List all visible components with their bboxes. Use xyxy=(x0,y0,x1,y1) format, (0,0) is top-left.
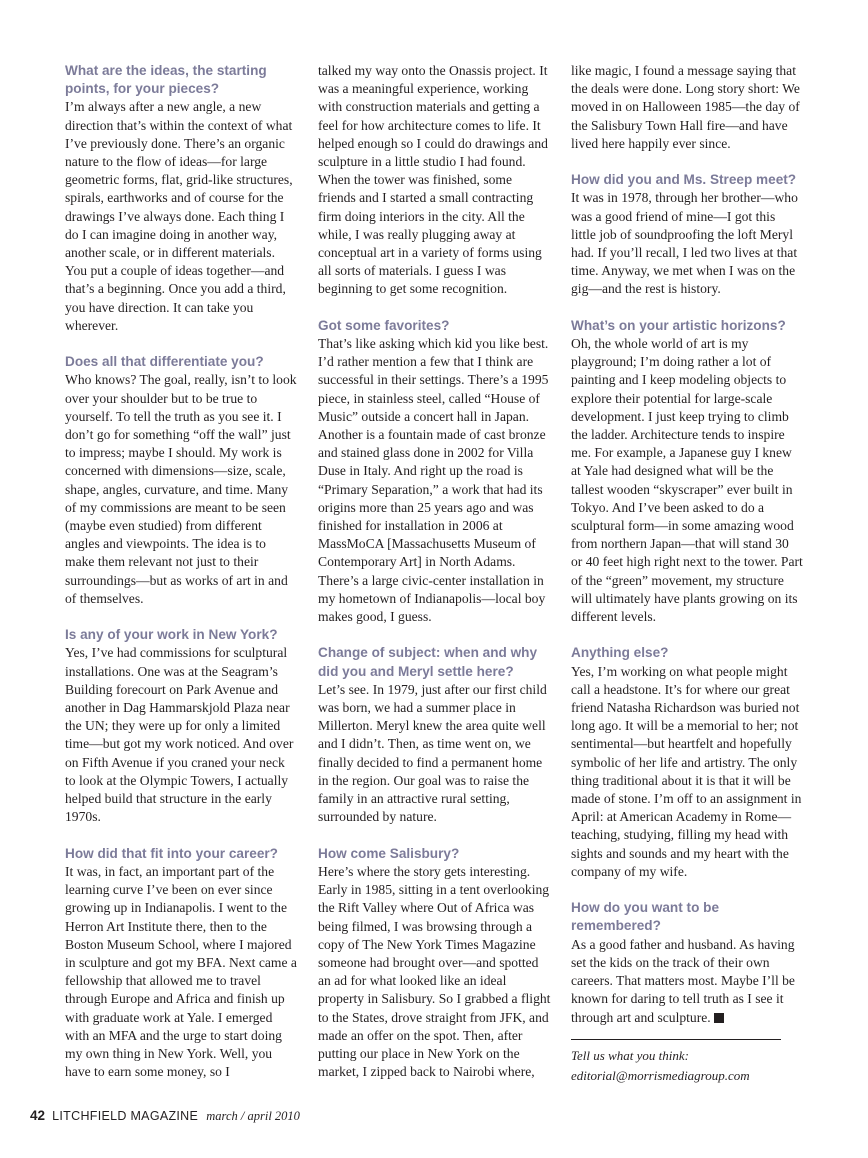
signoff-block xyxy=(571,1039,781,1086)
magazine-name: LITCHFIELD MAGAZINE xyxy=(52,1109,199,1123)
answer-paragraph: Let’s see. In 1979, just after our first child was born, we had a summer place in Millerton. Meryl knew the area quite well and I didn’t. Then, as time went on, we finally decided to find a permanent home in the region. Our goal was to raise the family in an attractive rural setting, surrounded by nature. xyxy=(318,681,547,825)
question-heading: How did you and Ms. Streep meet? xyxy=(571,172,797,188)
answer-paragraph: I’m always after a new angle, a new direction that’s within the context of what I’ve previously done. There’s an organic nature to the flow of ideas—for large geometric forms, flat, grid-like structures, spirals, earthworks and of course for the drawings I’ve always done. Each thing I do I can imagine doing in another way, another scale, or in different materials. You put a couple of ideas together—and that’s a beginning. Once you add a third, you have direction. It can take you wherever. xyxy=(65,99,293,333)
question-heading: What are the ideas, the starting points, for your pieces? xyxy=(65,63,267,97)
question-heading: How do you want to be remembered? xyxy=(571,900,720,934)
answer-paragraph: Who knows? The goal, really, isn’t to look over your shoulder but to be true to yourself. To tell the truth as you see it. I don’t go for something “off the wall” just to impress; maybe I should. My work is concerned with dimensions—size, scale, shape, angles, curvature, and time. Many of my commissions are meant to be seen (maybe even studied) from different angles and viewpoints. The idea is to make them relevant not just to their surroundings—but as works of art in and of themselves. xyxy=(65,372,297,606)
page-number: 42 xyxy=(30,1108,46,1123)
answer-paragraph: It was in 1978, through her brother—who was a good friend of mine—I got this little job of soundproofing the loft Meryl had. If you’ll recall, I led two lives at that time. Anyway, we met when I was on the gig—and the rest is history. xyxy=(571,190,798,297)
signoff-email: editorial@morrismediagroup.com xyxy=(571,1067,750,1083)
answer-paragraph: It was, in fact, an important part of the learning curve I’ve been on ever since growing up in Indianapolis. I went to the Herron Art Institute there, then to the Boston Museum School, where I majored in sculpture and got my BFA. Next came a fellowship that allowed me to travel through Europe and Africa and finish up with graduate work at Yale. I emerged with an MFA and the urge to start doing my own thing in New York. Well, you have to earn some money, so I xyxy=(65,863,297,1080)
answer-paragraph: Oh, the whole world of art is my playground; I’m doing rather a lot of painting and I keep modeling objects to explore their potential for large-scale development. I just keep trying to climb the ladder. Architecture tends to inspire me. For example, a Japanese guy I knew at Yale had designed what will be the tallest wooden “skyscraper” ever built in Tokyo. And I’ve been asked to do a sculptural form—in some amazing wood from northern Japan—that will stand 30 or 40 feet high right next to the tower. Part of the “green” movement, my structure will ultimately have plants growing on its different levels. xyxy=(571,336,803,625)
question-heading: Change of subject: when and why did you and Meryl settle here? xyxy=(318,645,538,679)
final-answer-text: As a good father and husband. As having set the kids on the track of their own careers. That matters most. Maybe I’ll be known for daring to tell truth as I see it through art and sculpture. xyxy=(571,936,795,1025)
answer-paragraph: Here’s where the story gets interesting. Early in 1985, sitting in a tent overlooking the Rift Valley where Out of Africa was being filmed, I was browsing through a copy of The New York Times Magazine someone had brought over—and spotted an ad for what looked like an ideal property in Salisbury. So I grabbed a flight to the States, drove straight from JFK, and made an offer on the spot. Then, after putting our place in New York on the market, I zipped back to Nairobi where, xyxy=(318,863,551,1080)
question-heading: Got some favorites? xyxy=(318,317,450,333)
answer-paragraph-final xyxy=(571,936,803,1027)
answer-paragraph: talked my way onto the Onassis project. It was a meaningful experience, working with construction materials and getting a feel for how architecture comes to life. It helped enough so I could do drawings and sculpture in a little studio I had found. When the tower was finished, some friends and I started a small contracting firm doing interiors in the city. All the while, I was really plugging away at conceptual art in a variety of forms using all sorts of materials. I guess I was beginning to get some recognition. xyxy=(318,63,548,297)
question-heading: What’s on your artistic horizons? xyxy=(571,317,786,333)
column-3 xyxy=(571,62,803,1086)
question-heading: Anything else? xyxy=(571,645,669,661)
question-heading: How come Salisbury? xyxy=(318,845,460,861)
question-heading: Does all that differentiate you? xyxy=(65,354,264,370)
column-1 xyxy=(65,62,297,1100)
page-footer xyxy=(30,1108,300,1124)
answer-paragraph: That’s like asking which kid you like best. I’d rather mention a few that I think are successful in their settings. There’s a 1995 piece, in stainless steel, called “House of Music” outside a concert hall in Japan. Another is a fountain made of cast bronze and stained glass done in 2002 for Villa Duse in Italy. And right up the road is “Primary Separation,” a work that had its origins more than 25 years ago and was finished for installation in 2006 at MassMoCA [Massachusetts Museum of Contemporary Art] in North Adams. There’s a large civic-center installation in my hometown of Indianapolis—local boy makes good, I guess. xyxy=(318,336,549,625)
end-mark-icon xyxy=(714,1013,724,1023)
answer-paragraph: like magic, I found a message saying that the deals were done. Long story short: We moved in on Halloween 1985—the day of the Salisbury Town Hall fire—and have lived here happily ever since. xyxy=(571,63,800,151)
issue-date: march / april 2010 xyxy=(206,1109,300,1123)
column-2 xyxy=(318,62,552,1100)
answer-paragraph: Yes, I’m working on what people might call a headstone. It’s for where our great friend Natasha Richardson was buried not long ago. It will be a memorial to her; not sentimental—but heartfelt and hopefully symbolic of her life and artistry. The only thing traditional about it is that it will be made of stone. I’m off to an assignment in April: at American Academy in Rome—teaching, studying, filling my head with sights and sounds and my heart with the company of my wife. xyxy=(571,663,802,879)
answer-paragraph: Yes, I’ve had commissions for sculptural installations. One was at the Seagram’s Building forecourt on Park Avenue and another in Dag Hammarskjold Plaza near the UN; they were up for only a limited time—but got my work noticed. And over on Fifth Avenue if you craned your neck to look at the Olympic Towers, I actually helped build that structure in the early 1970s. xyxy=(65,645,294,825)
signoff-prompt: Tell us what you think: xyxy=(571,1047,689,1063)
question-heading: How did that fit into your career? xyxy=(65,845,278,861)
question-heading: Is any of your work in New York? xyxy=(65,627,278,643)
